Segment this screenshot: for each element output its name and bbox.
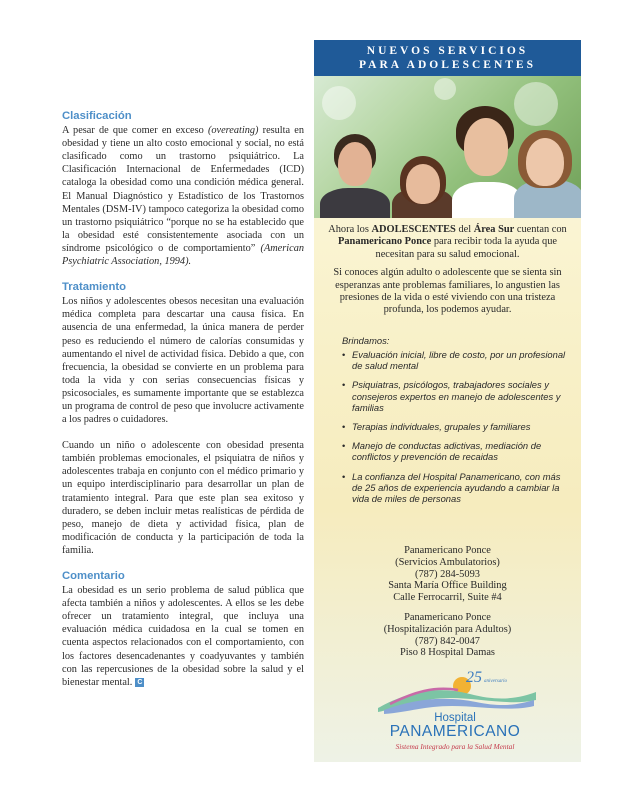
text-run: Área Sur <box>473 224 515 235</box>
paragraph-tratamiento-1: Los niños y adolescentes obesos necesitan una evaluación médica completa para descartar una causa física. En ausencia de una enfermedad, la única manera de perder peso es reduciendo el número de calorías consumidas y aumentando el nivel de actividad física. Debido a que, con frecuencia, la obesidad se convierte en un problema para toda la vida y con serias consecuencias físicas y psicosociales, es sumamente importante que se establezca un programa de control de peso que involucre activamente a los padres o cuidadores. <box>62 296 304 426</box>
hospital-logo <box>370 668 540 756</box>
panel-intro <box>314 218 581 317</box>
contact-line: (Hospitalización para Adultos) <box>383 623 512 635</box>
paragraph-clasificacion <box>62 124 304 268</box>
banner-line-1: NUEVOS SERVICIOS <box>366 45 529 57</box>
text-run: Panamericano Ponce <box>338 236 432 248</box>
service-item: • Psiquiatras, psicólogos, trabajadores sociales y consejeros expertos en manejo de adolescentes y familias <box>342 379 570 413</box>
intro-paragraph <box>324 224 571 261</box>
text-run: La obesidad es un serio problema de salud pública que afecta también a niños y adolescentes. A ellos se les debe ofrecer un tratamiento integral, que incluya una evaluación médica cuidadosa en la cual se tomen en cuenta aspectos relacionados con el comportamiento, con los factores desencadenantes y coadyuvantes y también con las repercusiones de la obesidad sobre la salud y el bienestar mental. <box>62 585 304 688</box>
person-face <box>464 118 508 176</box>
logo-number: 25 <box>466 669 482 686</box>
banner-line-2: PARA ADOLESCENTES <box>358 59 536 71</box>
article-column <box>62 110 304 702</box>
heading-comentario: Comentario <box>62 570 125 582</box>
service-item: • Manejo de conductas adictivas, mediación de conflictos y prevención de recaidas <box>342 440 570 462</box>
logo-wave-graphic <box>370 668 540 714</box>
person-face <box>406 164 440 204</box>
text-run: ADOLESCENTES <box>371 224 456 235</box>
heading-clasificacion: Clasificación <box>62 110 132 122</box>
contact-phone: (787) 284-5093 <box>415 568 480 580</box>
bokeh-light <box>322 86 356 120</box>
paragraph-tratamiento-2: Cuando un niño o adolescente con obesidad presenta también problemas emocionales, el psiquiatra de niños y adolescentes trabaja en conjunto con el médico primario y un equipo interdisciplinario para desarrollar un plan de tratamiento integral. Para que este plan sea exitoso y duradero, se deben incluir metas realísticas de pérdida de peso, manejo de dieta y actividad física, plan de modificación de conducta y la participación de toda la familia. <box>62 440 304 556</box>
contact-hospitalizacion <box>314 612 581 659</box>
person-shirt <box>452 182 522 218</box>
text-run: cuentan con <box>514 224 567 235</box>
teens-photo <box>314 76 581 218</box>
person-face <box>338 142 372 186</box>
person-shirt <box>320 188 390 218</box>
logo-tagline: Sistema Integrado para la Salud Mental <box>395 742 515 751</box>
citation: (American Psychiatric Association, 1994). <box>62 242 304 268</box>
service-item: • Terapias individuales, grupales y familiares <box>342 421 570 432</box>
services-title: Brindamos: <box>342 334 390 346</box>
logo-hospital-word: Hospital <box>434 712 476 724</box>
logo-brand-name: PANAMERICANO <box>389 723 521 740</box>
contact-ambulatorios <box>314 545 581 604</box>
services-list <box>342 349 570 504</box>
end-mark-icon: C <box>137 678 143 686</box>
contact-line: Panamericano Ponce <box>404 545 491 556</box>
service-item: • La confianza del Hospital Panamericano, con más de 25 años de experiencia ayudando a cambiar la vida de miles de personas <box>342 471 570 505</box>
logo-anniversary: aniversario <box>484 679 508 684</box>
text-run: Ahora los <box>328 224 372 235</box>
overeating-term: (overeating) <box>207 125 259 137</box>
heading-tratamiento: Tratamiento <box>62 281 127 294</box>
services-panel <box>314 40 581 762</box>
outreach-paragraph: Si conoces algún adulto o adolescente que se sienta sin esperanzas ante problemas familiares, lo angustien las presiones de la vida o esté viviendo con una tristeza profunda, los podemos ayudar. <box>333 267 562 316</box>
contact-line: Panamericano Ponce <box>404 612 491 623</box>
panel-banner <box>314 40 581 76</box>
text-run: A pesar de que comer en exceso <box>62 125 208 137</box>
bokeh-light <box>514 82 558 126</box>
contact-phone: (787) 842-0047 <box>415 635 480 647</box>
service-item: • Evaluación inicial, libre de costo, por un profesional de salud mental <box>342 349 570 371</box>
text-run: para recibir toda la ayuda que necesitan para su salud emocional. <box>375 236 557 260</box>
contact-line: (Servicios Ambulatorios) <box>395 556 500 568</box>
paragraph-comentario <box>62 584 304 689</box>
services-list-block <box>342 335 570 504</box>
contact-line: Santa María Office Building <box>388 580 507 592</box>
person-face <box>526 138 564 186</box>
text-run: resulta en obesidad y tiene un alto costo emocional y social, no está clasificado como un trastorno psiquiátrico. La Clasificación Internacional de Enfermedades (ICD) cataloga la obesidad como una condición médica general. El Manual Diagnóstico y Estadístico de los Trastornos Mentales (DSM-IV) tampoco categoriza la obesidad como un trastorno psiquiátrico “porque no se ha establecido que la obesidad esté consistentemente asociada con un síndrome psicológico o de comportamiento” <box>62 125 304 254</box>
text-run: del <box>455 224 474 235</box>
contact-line: Piso 8 Hospital Damas <box>400 647 495 659</box>
bokeh-light <box>434 78 456 100</box>
contact-line: Calle Ferrocarril, Suite #4 <box>393 592 502 604</box>
